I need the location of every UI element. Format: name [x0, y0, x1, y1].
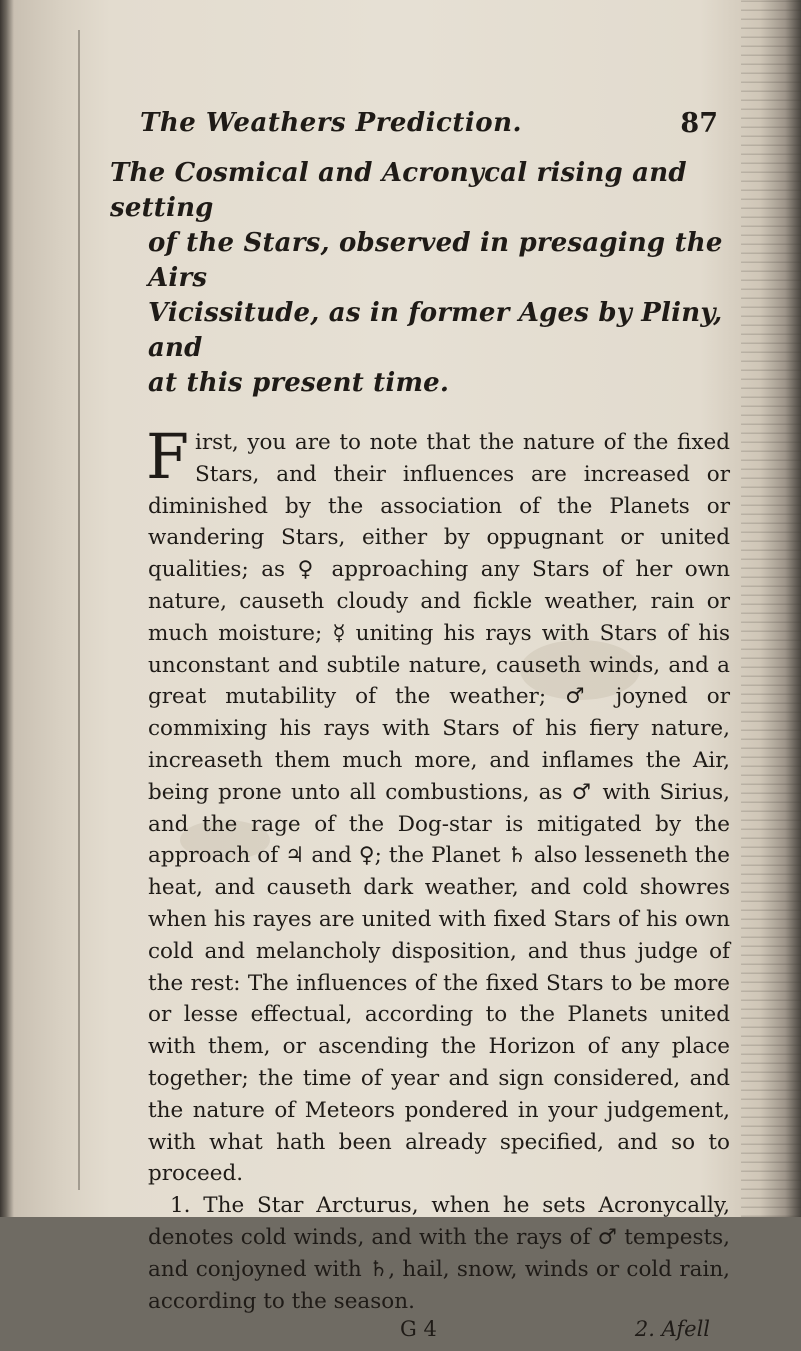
- gutter-line: [78, 30, 80, 1190]
- title-line: Vicissitude, as in former Ages by Pliny, and: [148, 298, 723, 363]
- running-head: The Weathers Prediction.: [140, 108, 523, 138]
- paragraph-text: irst, you are to note that the nature of the fixed Stars, and their influences are increased or diminished by the association of the Planets or wandering Stars, either by oppugnant or united qualities; as ♀ approaching any Stars of her own nature, causeth cloudy and fickle weather, rain or much moisture; ☿ uniting his rays with Stars of his unconstant and subtile nature, causeth winds, and a great mutability of the weather; ♂ joyned or commixing his rays with Stars of his fiery nature, increaseth them much more, and inflames the Air, being prone unto all combustions, as ♂ with Sirius, and the rage of the Dog-star is mitigated by the approach of ♃ and ♀; the Planet ♄ also lesseneth the heat, and causeth dark weather, and cold showres when his rayes are united with fixed Stars of his own cold and melancholy disposition, and thus judge of the rest: The influences of the fixed Stars to be more or lesse effectual, according to the Planets united with them, or ascending the Horizon of any place together; the time of year and sign considered, and the nature of Meteors pondered in your judgement, with what hath been already specified, and so to proceed.: [148, 430, 730, 1187]
- title-line: of the Stars, observed in presaging the Airs: [148, 228, 723, 293]
- title-line: at this present time.: [148, 368, 450, 398]
- paragraph: [148, 1190, 730, 1317]
- book-page: [110, 108, 730, 1351]
- page-number: 87: [680, 108, 718, 139]
- page-edge-shadow: [741, 0, 801, 1217]
- page-header: [110, 108, 730, 150]
- paragraph-text: 1. The Star Arcturus, when he sets Acronycally, denotes cold winds, and with the rays of ♂ tempests, and conjoyned with ♄, hail, snow, winds or cold rain, according to the season.: [148, 1193, 730, 1314]
- section-title: [110, 156, 730, 401]
- paragraph: [146, 420, 730, 1190]
- title-line: The Cosmical and Acronycal rising and setting: [110, 158, 687, 223]
- signature-mark: G 4: [400, 1317, 437, 1342]
- catchword: 2. Afell: [634, 1317, 710, 1342]
- drop-cap: F: [146, 420, 190, 493]
- body-text: [110, 420, 730, 1317]
- page-footer: [110, 1317, 730, 1351]
